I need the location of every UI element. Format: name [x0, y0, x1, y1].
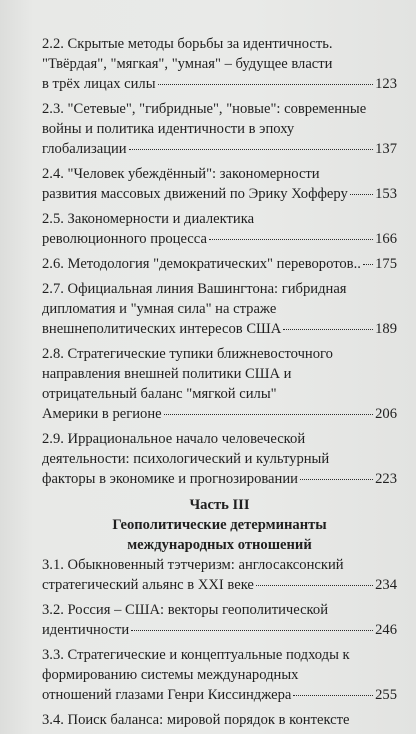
- dot-leader: [283, 329, 373, 330]
- page-number: 223: [375, 471, 397, 487]
- dot-leader: [293, 695, 373, 696]
- toc-entry: [42, 645, 397, 705]
- dot-leader: [300, 479, 373, 480]
- toc-entry-last-line: [42, 254, 397, 274]
- toc-entry-line: войны и политика идентичности в эпоху: [42, 121, 295, 137]
- toc-entry-text: стратегический альянс в XXI веке: [42, 577, 254, 593]
- toc-entry-line: направления внешней политики США и: [42, 366, 292, 382]
- toc-entry-line: 3.1. Обыкновенный тэтчеризм: англосаксонский: [42, 557, 344, 573]
- toc-entry-text: развития массовых движений по Эрику Хофферу: [42, 186, 348, 202]
- toc-entry-last-line: [42, 685, 397, 705]
- toc-entry: [42, 254, 397, 274]
- toc-section-part-3: [42, 555, 397, 730]
- dot-leader: [256, 585, 373, 586]
- dot-leader: [209, 239, 373, 240]
- toc-entry: [42, 209, 397, 249]
- page-number: 175: [375, 256, 397, 272]
- toc-entry: [42, 600, 397, 640]
- toc-entry-text: факторы в экономике и прогнозировании: [42, 471, 298, 487]
- toc-entry-last-line: [42, 139, 397, 159]
- toc-section-part-2: [42, 34, 397, 489]
- toc-entry: [42, 555, 397, 595]
- toc-entry-last-line: [42, 184, 397, 204]
- toc-entry-last-line: [42, 469, 397, 489]
- dot-leader: [350, 194, 373, 195]
- toc-entry-line: отрицательный баланс "мягкой силы": [42, 386, 277, 402]
- toc-entry-line: 2.7. Официальная линия Вашингтона: гибридная: [42, 281, 347, 297]
- toc-entry-text: 2.6. Методология "демократических" переворотов..: [42, 256, 361, 272]
- dot-leader: [129, 149, 373, 150]
- toc-entry-line: деятельности: психологический и культурный: [42, 451, 330, 467]
- toc-entry-last-line: [42, 404, 397, 424]
- part-subtitle-line-2: международных отношений: [127, 537, 312, 553]
- toc-entry-line: формированию системы международных: [42, 667, 299, 683]
- toc-entry: [42, 344, 397, 424]
- dot-leader: [363, 264, 373, 265]
- toc-entry-line: 2.5. Закономерности и диалектика: [42, 211, 255, 227]
- toc-entry-line: 2.3. "Сетевые", "гибридные", "новые": современные: [42, 101, 367, 117]
- page-number: 123: [375, 76, 397, 92]
- toc-entry-last-line: [42, 74, 397, 94]
- toc-entry-last-line: [42, 620, 397, 640]
- toc-entry-text: революционного процесса: [42, 231, 207, 247]
- toc-entry-last-line: [42, 229, 397, 249]
- toc-entry-line: дипломатия и "умная сила" на страже: [42, 301, 277, 317]
- toc-entry-line: 2.4. "Человек убеждённый": закономерности: [42, 166, 320, 182]
- page-number: 206: [375, 406, 397, 422]
- toc-entry-line: "Твёрдая", "мягкая", "умная" – будущее власти: [42, 56, 333, 72]
- toc-entry-text: внешнеполитических интересов США: [42, 321, 282, 337]
- page-number: 246: [375, 622, 397, 638]
- page-number: 234: [375, 577, 397, 593]
- toc-entry-text: в трёх лицах силы: [42, 76, 156, 92]
- toc-entry-text: отношений глазами Генри Киссинджера: [42, 687, 292, 703]
- page-number: 255: [375, 687, 397, 703]
- part-title: Часть III: [189, 497, 250, 513]
- toc-entry-last-line: [42, 710, 397, 730]
- toc-entry-last-line: [42, 319, 397, 339]
- page-number: 166: [375, 231, 397, 247]
- toc-entry-text: глобализации: [42, 141, 127, 157]
- dot-leader: [164, 414, 374, 415]
- page-number: 153: [375, 186, 397, 202]
- toc-entry: [42, 99, 397, 159]
- toc-entry: [42, 429, 397, 489]
- toc-entry: [42, 34, 397, 94]
- toc-entry-line: 2.2. Скрытые методы борьбы за идентичность.: [42, 36, 333, 52]
- toc-entry-last-line: [42, 575, 397, 595]
- toc-entry: [42, 279, 397, 339]
- dot-leader: [131, 630, 373, 631]
- toc-entry: [42, 164, 397, 204]
- dot-leader: [158, 84, 374, 85]
- toc-entry-text: 3.4. Поиск баланса: мировой порядок в контексте: [42, 712, 350, 728]
- toc-entry-line: 2.9. Иррациональное начало человеческой: [42, 431, 306, 447]
- part-subtitle-line-1: Геополитические детерминанты: [112, 517, 327, 533]
- toc-entry-line: 3.3. Стратегические и концептуальные подходы к: [42, 647, 350, 663]
- page-number: 189: [375, 321, 397, 337]
- page-number: 137: [375, 141, 397, 157]
- table-of-contents: [42, 34, 397, 730]
- toc-entry-line: 2.8. Стратегические тупики ближневосточного: [42, 346, 333, 362]
- toc-entry: [42, 710, 397, 730]
- toc-entry-text: идентичности: [42, 622, 130, 638]
- toc-entry-line: 3.2. Россия – США: векторы геополитической: [42, 602, 329, 618]
- toc-entry-text: Америки в регионе: [42, 406, 162, 422]
